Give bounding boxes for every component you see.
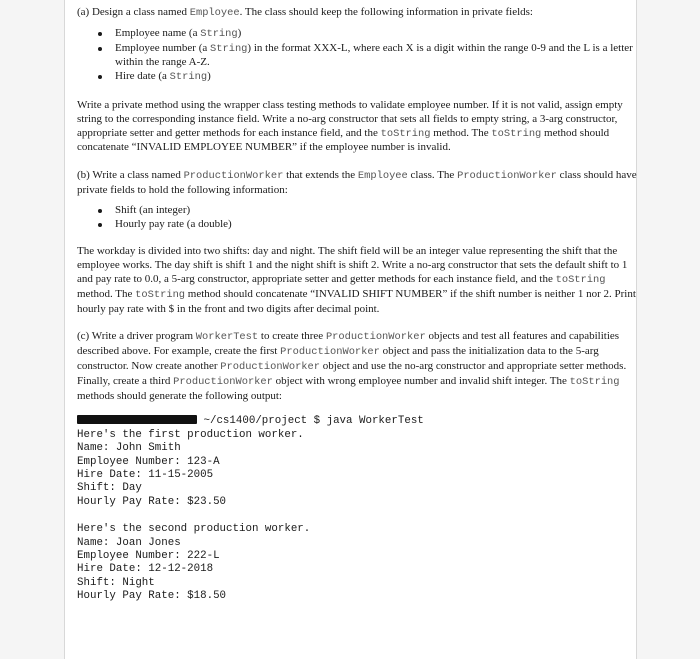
terminal-line: Name: Joan Jones <box>77 536 181 549</box>
terminal-line: Shift: Day <box>77 482 142 495</box>
terminal-line: Hire Date: 12-12-2018 <box>77 563 214 576</box>
part-c-description: (c) Write a driver program WorkerTest to create three ProductionWorker objects and test all features and capabilities described above. For example, create the first ProductionWorker object and pass the initialization data to the 5-arg constructor. Now create another ProductionWorker object and use the no-arg constructor and appropriate setter methods. Finally, create a third ProductionWorker object with wrong employee number and invalid shift integer. The toString methods should generate the following output: <box>77 330 627 402</box>
terminal-line: Hire Date: 11-15-2005 <box>77 468 214 481</box>
terminal-line: Here's the second production worker. <box>77 523 311 536</box>
redacted-username <box>77 415 197 424</box>
terminal-line: Hourly Pay Rate: $23.50 <box>77 495 227 508</box>
terminal-line: Hourly Pay Rate: $18.50 <box>77 590 227 603</box>
page-left-edge <box>64 0 65 659</box>
list-item: Employee name (a String) <box>115 27 637 42</box>
list-item: Shift (an integer) <box>115 204 637 218</box>
part-b-intro: (b) Write a class named ProductionWorker that extends the Employee class. The ProductionWorker class should have private fields to hold the following information: <box>77 169 637 196</box>
list-item: Employee number (a String) in the format XXX-L, where each X is a digit within the range 0-9 and the L is a letter within the range A-Z. <box>115 42 637 71</box>
terminal-line: Name: John Smith <box>77 442 181 455</box>
part-b-description: The workday is divided into two shifts: day and night. The shift field will be an integer value representing the shift that the employee works. The day shift is shift 1 and the night shift is shift 2. Write a no-arg constructor that sets the default shift to 1 and pay rate to 0.0, a 5-arg constructor, appropriate setter and getter methods for each instance field, and the toString method. The toString method should concatenate “INVALID SHIFT NUMBER” if the shift number is neither 1 nor 2. Print hourly pay rate with $ in the front and two digits after decimal point. <box>77 245 636 315</box>
terminal-prompt: ~/cs1400/project $ java WorkerTest <box>203 415 424 428</box>
terminal-line: Shift: Night <box>77 576 155 589</box>
part-a-fields-list <box>77 27 637 85</box>
terminal-line: Employee Number: 222-L <box>77 549 220 562</box>
part-a-intro: (a) Design a class named Employee. The class should keep the following information in private fields: <box>77 6 533 19</box>
document-content <box>77 6 637 604</box>
terminal-line: Employee Number: 123-A <box>77 455 220 468</box>
list-item: Hire date (a String) <box>115 70 637 85</box>
terminal-output <box>77 415 637 603</box>
part-b-fields-list <box>77 204 637 232</box>
terminal-line: Here's the first production worker. <box>77 428 304 441</box>
part-a-description: Write a private method using the wrapper class testing methods to validate employee number. If it is not valid, assign empty string to the corresponding instance field. Write a no-arg constructor that sets all fields to empty string, a 3-arg constructor, appropriate setter and getter methods for each instance field, and the toString method. The toString method should concatenate “INVALID EMPLOYEE NUMBER” if the employee number is invalid. <box>77 98 623 154</box>
list-item: Hourly pay rate (a double) <box>115 218 637 232</box>
terminal-prompt-line <box>77 415 637 428</box>
